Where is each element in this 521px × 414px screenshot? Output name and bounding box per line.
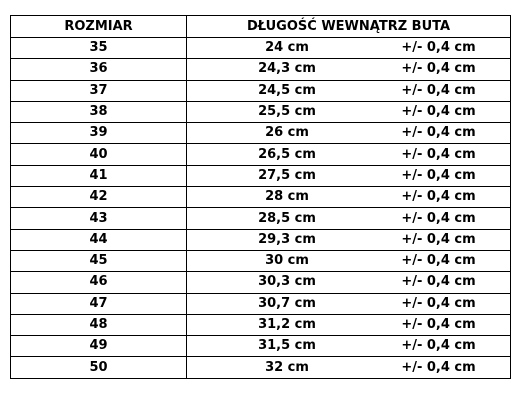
table-row — [11, 80, 511, 101]
length-cell — [187, 38, 511, 59]
length-tolerance: +/- 0,4 cm — [401, 338, 476, 354]
size-cell: 42 — [11, 187, 187, 208]
length-cell-content — [187, 123, 510, 143]
table-row — [11, 101, 511, 122]
length-value: 24 cm — [265, 40, 309, 56]
length-cell-content — [187, 81, 510, 101]
length-value: 26 cm — [265, 125, 309, 141]
length-tolerance: +/- 0,4 cm — [401, 274, 476, 290]
length-cell — [187, 101, 511, 122]
size-chart-table — [10, 15, 511, 379]
size-cell: 41 — [11, 165, 187, 186]
table-row — [11, 293, 511, 314]
length-cell — [187, 187, 511, 208]
table-row — [11, 357, 511, 378]
length-cell — [187, 59, 511, 80]
length-value: 29,3 cm — [258, 231, 316, 247]
table-row — [11, 123, 511, 144]
length-tolerance: +/- 0,4 cm — [401, 125, 476, 141]
length-cell-content — [187, 251, 510, 271]
length-value: 31,2 cm — [258, 317, 316, 332]
length-tolerance: +/- 0,4 cm — [401, 359, 476, 375]
length-cell — [187, 272, 511, 293]
length-cell-content — [187, 145, 510, 165]
size-cell: 48 — [11, 314, 187, 335]
length-tolerance: +/- 0,4 cm — [401, 189, 476, 205]
table-row — [11, 208, 511, 229]
table-row — [11, 187, 511, 208]
length-value: 24,3 cm — [258, 61, 316, 77]
length-cell-content — [187, 187, 510, 207]
length-cell-content — [187, 272, 510, 292]
length-value: 31,5 cm — [258, 338, 316, 354]
size-cell: 35 — [11, 38, 187, 59]
size-cell: 46 — [11, 272, 187, 293]
length-cell — [187, 165, 511, 186]
length-tolerance: +/- 0,4 cm — [401, 104, 476, 120]
length-value: 24,5 cm — [258, 82, 316, 98]
length-tolerance: +/- 0,4 cm — [401, 40, 476, 56]
length-tolerance: +/- 0,4 cm — [401, 210, 476, 226]
table-row — [11, 229, 511, 250]
length-cell — [187, 314, 511, 335]
header-row — [11, 16, 511, 38]
table-row — [11, 250, 511, 271]
length-cell-content — [187, 209, 510, 229]
length-cell-content — [187, 230, 510, 250]
size-cell: 39 — [11, 123, 187, 144]
length-tolerance: +/- 0,4 cm — [401, 61, 476, 77]
length-value: 30 cm — [265, 253, 309, 269]
table-row — [11, 59, 511, 80]
size-cell: 45 — [11, 250, 187, 271]
length-cell-content — [187, 315, 510, 335]
length-tolerance: +/- 0,4 cm — [401, 146, 476, 162]
length-cell-content — [187, 294, 510, 314]
length-cell-content — [187, 166, 510, 186]
size-cell: 37 — [11, 80, 187, 101]
length-cell — [187, 144, 511, 165]
size-cell: 49 — [11, 336, 187, 357]
length-cell-content — [187, 102, 510, 122]
length-value: 27,5 cm — [258, 167, 316, 183]
table-row — [11, 144, 511, 165]
table-header — [11, 16, 511, 38]
length-value: 30,3 cm — [258, 274, 316, 290]
length-cell — [187, 208, 511, 229]
table-row — [11, 314, 511, 335]
length-tolerance: +/- 0,4 cm — [401, 167, 476, 183]
length-value: 30,7 cm — [258, 295, 316, 311]
length-cell-content — [187, 59, 510, 79]
size-cell: 44 — [11, 229, 187, 250]
length-tolerance: +/- 0,4 cm — [401, 317, 476, 332]
table-row — [11, 38, 511, 59]
length-tolerance: +/- 0,4 cm — [401, 82, 476, 98]
length-tolerance: +/- 0,4 cm — [401, 295, 476, 311]
size-cell: 47 — [11, 293, 187, 314]
length-tolerance: +/- 0,4 cm — [401, 231, 476, 247]
size-cell: 38 — [11, 101, 187, 122]
size-cell: 40 — [11, 144, 187, 165]
length-cell — [187, 293, 511, 314]
length-cell — [187, 357, 511, 378]
length-cell — [187, 80, 511, 101]
length-cell — [187, 123, 511, 144]
length-value: 26,5 cm — [258, 146, 316, 162]
length-cell-content — [187, 38, 510, 58]
size-cell: 36 — [11, 59, 187, 80]
length-cell-content — [187, 336, 510, 356]
length-value: 28,5 cm — [258, 210, 316, 226]
header-size: ROZMIAR — [11, 16, 187, 38]
table-body — [11, 38, 511, 379]
header-length: DŁUGOŚĆ WEWNĄTRZ BUTA — [187, 16, 511, 38]
table-row — [11, 272, 511, 293]
length-cell — [187, 229, 511, 250]
size-cell: 50 — [11, 357, 187, 378]
length-value: 28 cm — [265, 189, 309, 205]
length-value: 25,5 cm — [258, 104, 316, 120]
length-cell — [187, 336, 511, 357]
table-row — [11, 165, 511, 186]
table-row — [11, 336, 511, 357]
length-cell-content — [187, 358, 510, 378]
length-cell — [187, 250, 511, 271]
length-value: 32 cm — [265, 359, 309, 375]
size-cell: 43 — [11, 208, 187, 229]
length-tolerance: +/- 0,4 cm — [401, 253, 476, 269]
